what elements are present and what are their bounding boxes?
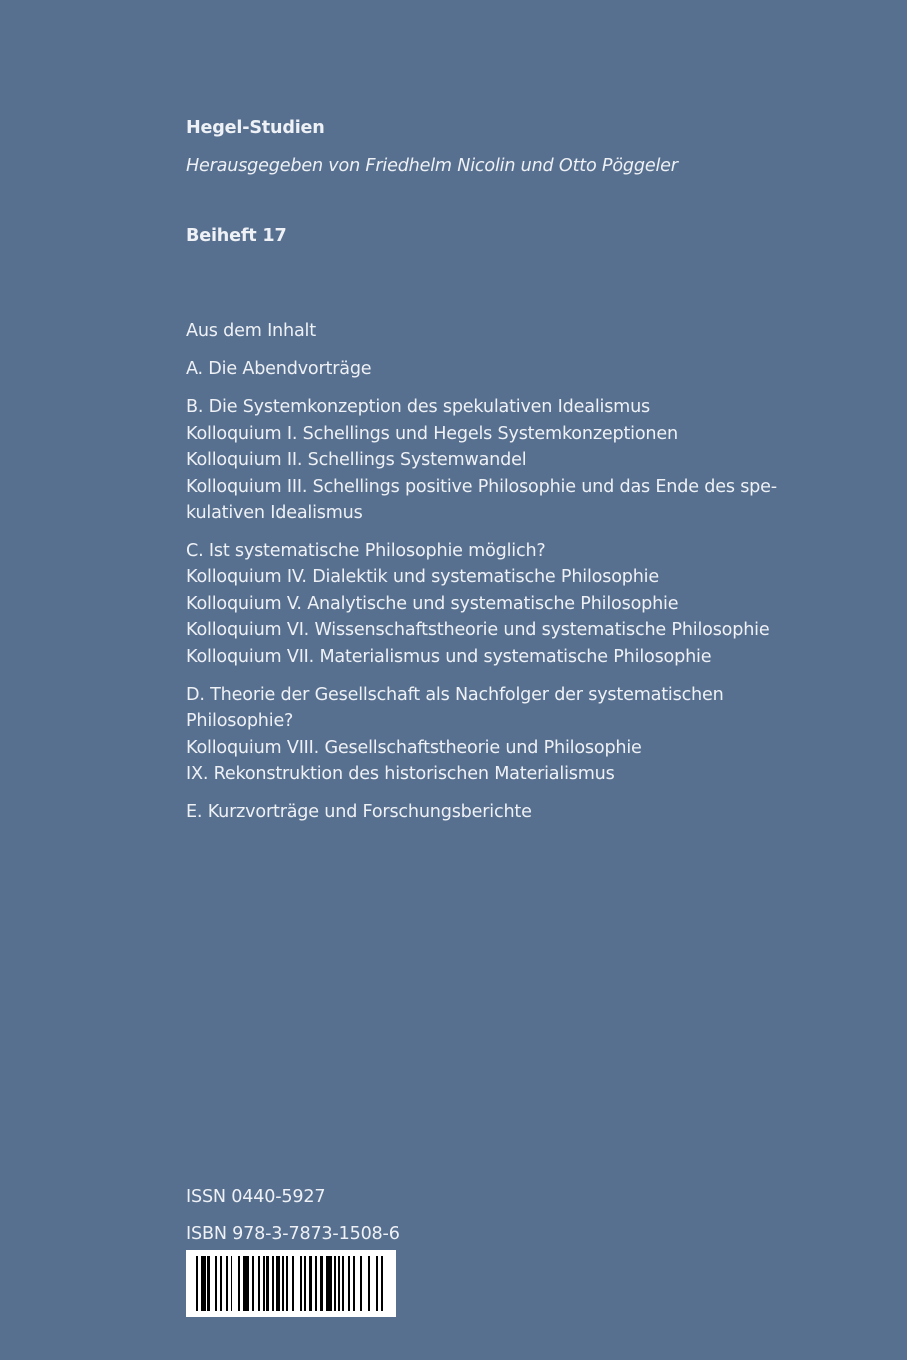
barcode-bar: [304, 1256, 306, 1311]
barcode-bar: [360, 1256, 362, 1311]
barcode-bar: [334, 1256, 336, 1311]
contents-line: D. Theorie der Gesellschaft als Nachfolger der systematischen: [186, 685, 724, 705]
series-title: Hegel-Studien: [186, 118, 325, 138]
barcode-bar: [231, 1256, 232, 1311]
barcode-bar: [276, 1256, 280, 1311]
barcode-bar: [207, 1256, 210, 1311]
issn-label: ISSN 0440-5927: [186, 1187, 326, 1207]
barcode-bar: [282, 1256, 284, 1311]
contents-line: Kolloquium V. Analytische und systematische Philosophie: [186, 594, 679, 614]
barcode-bar: [238, 1256, 240, 1311]
contents-line: Philosophie?: [186, 711, 294, 731]
contents-line: kulativen Idealismus: [186, 503, 363, 523]
barcode-bar: [300, 1256, 302, 1311]
barcode-bar: [342, 1256, 344, 1311]
barcode-bar: [220, 1256, 222, 1311]
contents-heading: Aus dem Inhalt: [186, 321, 316, 341]
barcode-bar: [226, 1256, 228, 1311]
barcode-bar: [266, 1256, 269, 1311]
barcode-bar: [215, 1256, 217, 1311]
contents-line: Kolloquium VI. Wissenschaftstheorie und systematische Philosophie: [186, 620, 770, 640]
contents-line: Kolloquium IV. Dialektik und systematische Philosophie: [186, 567, 659, 587]
barcode-bar: [243, 1256, 249, 1311]
barcode-bar: [252, 1256, 254, 1311]
barcode-bar: [263, 1256, 265, 1311]
volume-label: Beiheft 17: [186, 226, 287, 246]
barcode-bar: [201, 1256, 206, 1311]
barcode-bar: [376, 1256, 378, 1311]
barcode-bar: [258, 1256, 260, 1311]
barcode-bar: [292, 1256, 294, 1311]
isbn-label: ISBN 978-3-7873-1508-6: [186, 1224, 400, 1244]
contents-line: IX. Rekonstruktion des historischen Materialismus: [186, 764, 615, 784]
barcode-bar: [309, 1256, 312, 1311]
barcode-bar: [368, 1256, 370, 1311]
contents-line: E. Kurzvorträge und Forschungsberichte: [186, 802, 532, 822]
barcode-bar: [320, 1256, 323, 1311]
barcode-bar: [196, 1256, 198, 1311]
contents-line: A. Die Abendvorträge: [186, 359, 372, 379]
barcode: [186, 1250, 396, 1317]
contents-line: Kolloquium III. Schellings positive Philosophie und das Ende des spe-: [186, 477, 777, 497]
editors-line: Herausgegeben von Friedhelm Nicolin und Otto Pöggeler: [186, 156, 678, 176]
contents-line: C. Ist systematische Philosophie möglich?: [186, 541, 546, 561]
barcode-bar: [348, 1256, 350, 1311]
barcode-bar: [272, 1256, 274, 1311]
contents-line: Kolloquium I. Schellings und Hegels Systemkonzeptionen: [186, 424, 678, 444]
contents-line: B. Die Systemkonzeption des spekulativen Idealismus: [186, 397, 651, 417]
barcode-bar: [338, 1256, 340, 1311]
barcode-bar: [381, 1256, 383, 1311]
barcode-bar: [315, 1256, 317, 1311]
contents-line: Kolloquium II. Schellings Systemwandel: [186, 450, 527, 470]
contents-line: Kolloquium VIII. Gesellschaftstheorie und Philosophie: [186, 738, 642, 758]
barcode-bar: [286, 1256, 288, 1311]
barcode-bar: [326, 1256, 332, 1311]
barcode-bar: [353, 1256, 355, 1311]
contents-line: Kolloquium VII. Materialismus und systematische Philosophie: [186, 647, 712, 667]
